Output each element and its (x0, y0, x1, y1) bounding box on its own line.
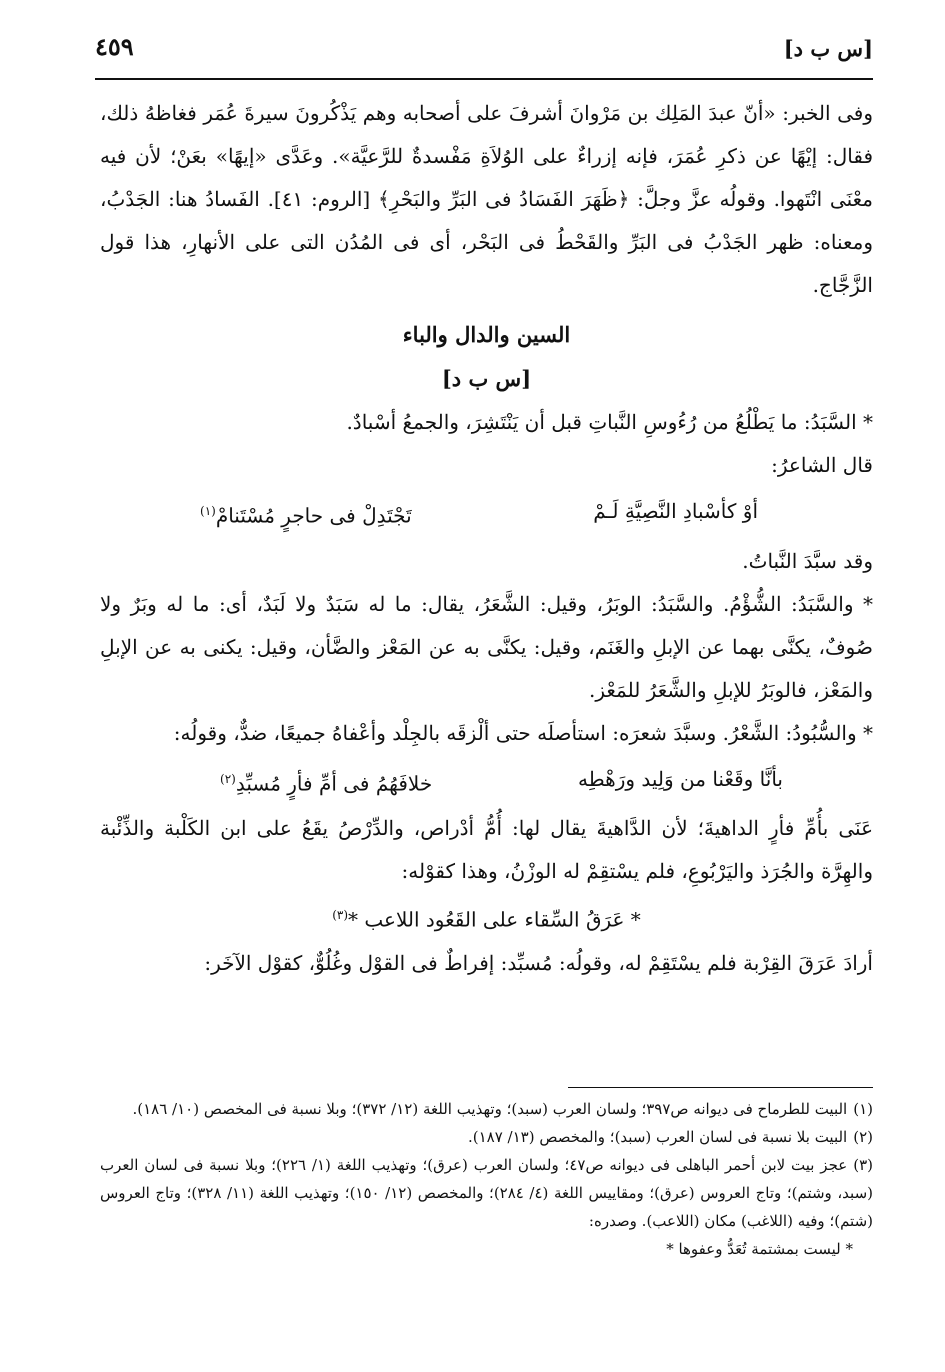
footnote-3 (100, 1151, 873, 1235)
paragraph-subud: * والسُّبُودُ: الشَّعْرُ. وسبَّدَ شعرَه: استأصلَه حتى ألْزقَه بالجِلْد وأعْفاهُ جميعًا، ضدٌّ، وقولُه: (173, 720, 873, 745)
footnote-2-text: البيت بلا نسبة فى لسان العرب (سبد)؛ والمخصص (١٣/ ١٨٧). (467, 1128, 848, 1146)
footnote-1-text: البيت للطرماح فى ديوانه ص٣٩٧؛ ولسان العرب (سبد)؛ وتهذيب اللغة (١٢/ ٣٧٢)؛ وبلا نسبة فى المخصص (١٠/ ١٨٦). (132, 1100, 848, 1118)
paragraph-qal-alshaer: قال الشاعرُ: (771, 453, 873, 477)
footnote-2-number: (٢) (853, 1128, 873, 1146)
verse-3-text: * عَرَقُ السِّقاء على القَعُود اللاعب * (348, 907, 641, 932)
running-head: [س ب د] (783, 36, 873, 61)
verse-2-first-hemistich: بأنَّا وقَعْنا من وَلِيد ورَهْطِه (578, 766, 783, 791)
verse-1-first-hemistich: أوْ كأسْبادِ النَّصِيَّةِ لَـمْ (593, 499, 758, 523)
verse-2 (100, 755, 873, 808)
paragraph-umm-far: عَنَى بأُمِّ فأرٍ الداهيةَ؛ لأن الدَّاهيةَ يقال لها: أُمُّ أدْراص، والدِّرْصُ يقَعُ على ابن الكَلْبة والذِّئْبة والهِرَّة والجُرَذ واليَرْبُوعِ، فلم يسْتقِمْ له الوزْنُ، وهذا كقوْله: (100, 816, 873, 884)
footnotes (100, 1095, 873, 1263)
page-number: ٤٥٩ (95, 32, 134, 61)
footnote-marker-2: (٢) (220, 771, 236, 786)
entry-heading: [س ب د] (441, 366, 532, 391)
main-text (100, 92, 873, 985)
footnote-3-verse: * ليست بمشتمة تُعَدُّ وعفوها * (666, 1240, 853, 1258)
verse-2-second-hemistich (220, 755, 432, 808)
paragraph-khabar: وفى الخبر: «أنّ عبدَ المَلِك بن مَرْوانَ أشرفَ على أصحابه وهم يَذْكُرونَ سيرةَ عُمَر فغاظهُ ذلك، فقال: إيْهًا عن ذكرِ عُمَرَ، فإنه إزراءٌ على الوُلاَةِ مَفْسدةٌ للرَّعيَّة». وعَدَّى «إيهًا» بعَنْ؛ لأن فيه معْنَى انْتَهوا. وقولُه عزَّ وجلَّ: ﴿ظَهَرَ الفَسَادُ فى البَرِّ والبَحْرِ﴾ [الروم: ٤١]. الفَسادُ هنا: الجَدْبُ، ومعناه: ظهر الجَدْبُ فى البَرِّ والقَحْطُ فى البَحْر، أى فى المُدُن التى على الأنهارِ، هذا قول الزَّجَّاج. (100, 101, 873, 297)
footnote-1 (100, 1095, 873, 1123)
verse-2-second-hemistich-text: خلافَهُمُ فى أمِّ فأرٍ مُسبِّدِ (235, 771, 433, 796)
section-heading: السين والدال والباء (402, 322, 571, 347)
footnote-2 (100, 1123, 873, 1151)
verse-1 (100, 487, 873, 540)
paragraph-sabbada-alnabat: وقد سبَّدَ النَّباتُ. (742, 548, 873, 573)
paragraph-sabad-definition: * السَّبَدُ: ما يَطْلُعُ من رُءُوسِ النَّباتِ قبل أن يَنْتَشِرَ، والجمعُ أسْبادٌ. (346, 410, 873, 434)
paragraph-arada: أرادَ عَرَقَ القِرْبة فلم يسْتَقِمْ له، وقولُه: مُسبِّد: إفراطٌ فى القوْل وغُلُوٌّ، كقوْل الآخَر: (204, 950, 873, 975)
paragraph-sabad-shoum: * والسَّبَدُ: الشُّؤْمُ. والسَّبَدُ: الوبَرُ، وقيل: الشَّعَرُ، يقال: ما له سَبَدٌ ولا لَبَدٌ، أى: ما له وبَرٌ ولا صُوفٌ، يكنَّى بهما عن الإبلِ والغَنَم، وقيل: يكنَّى به عن المَعْز والضَّأن، وقيل: يكنى به عن الإبلِ والمَعْز، فالوبَرُ للإبلِ والشَّعَرُ للمَعْز. (100, 591, 873, 702)
footnote-marker-1: (١) (200, 504, 216, 518)
footnote-1-number: (١) (853, 1100, 873, 1118)
footnote-3-text: عجز بيت لابن أحمر الباهلى فى ديوانه ص٤٧؛ ولسان العرب (عرق)؛ وتهذيب اللغة (١/ ٢٢٦)؛ وبلا نسبة فى لسان العرب (سبد، وشتم)؛ وتاج العروس (عرق)؛ ومقاييس اللغة (٤/ ٢٨٤)؛ والمخصص (١٢/ ١٥٠)؛ وتهذيب اللغة (١١/ ٣٢٨)؛ وتاج العروس (شتم)؛ وفيه (اللاغب) مكان (اللاعب). وصدره: (100, 1156, 873, 1230)
footnote-3-number: (٣) (853, 1156, 873, 1174)
verse-3 (100, 893, 873, 942)
footnote-marker-3: (٣) (332, 908, 349, 923)
verse-1-second-hemistich-text: تَجْتَدِلْ فى حاجرٍ مُسْتَنامْ (215, 503, 412, 528)
footnote-rule (568, 1087, 873, 1088)
verse-1-second-hemistich (200, 487, 412, 540)
page-header (95, 28, 873, 82)
header-rule (95, 78, 873, 80)
